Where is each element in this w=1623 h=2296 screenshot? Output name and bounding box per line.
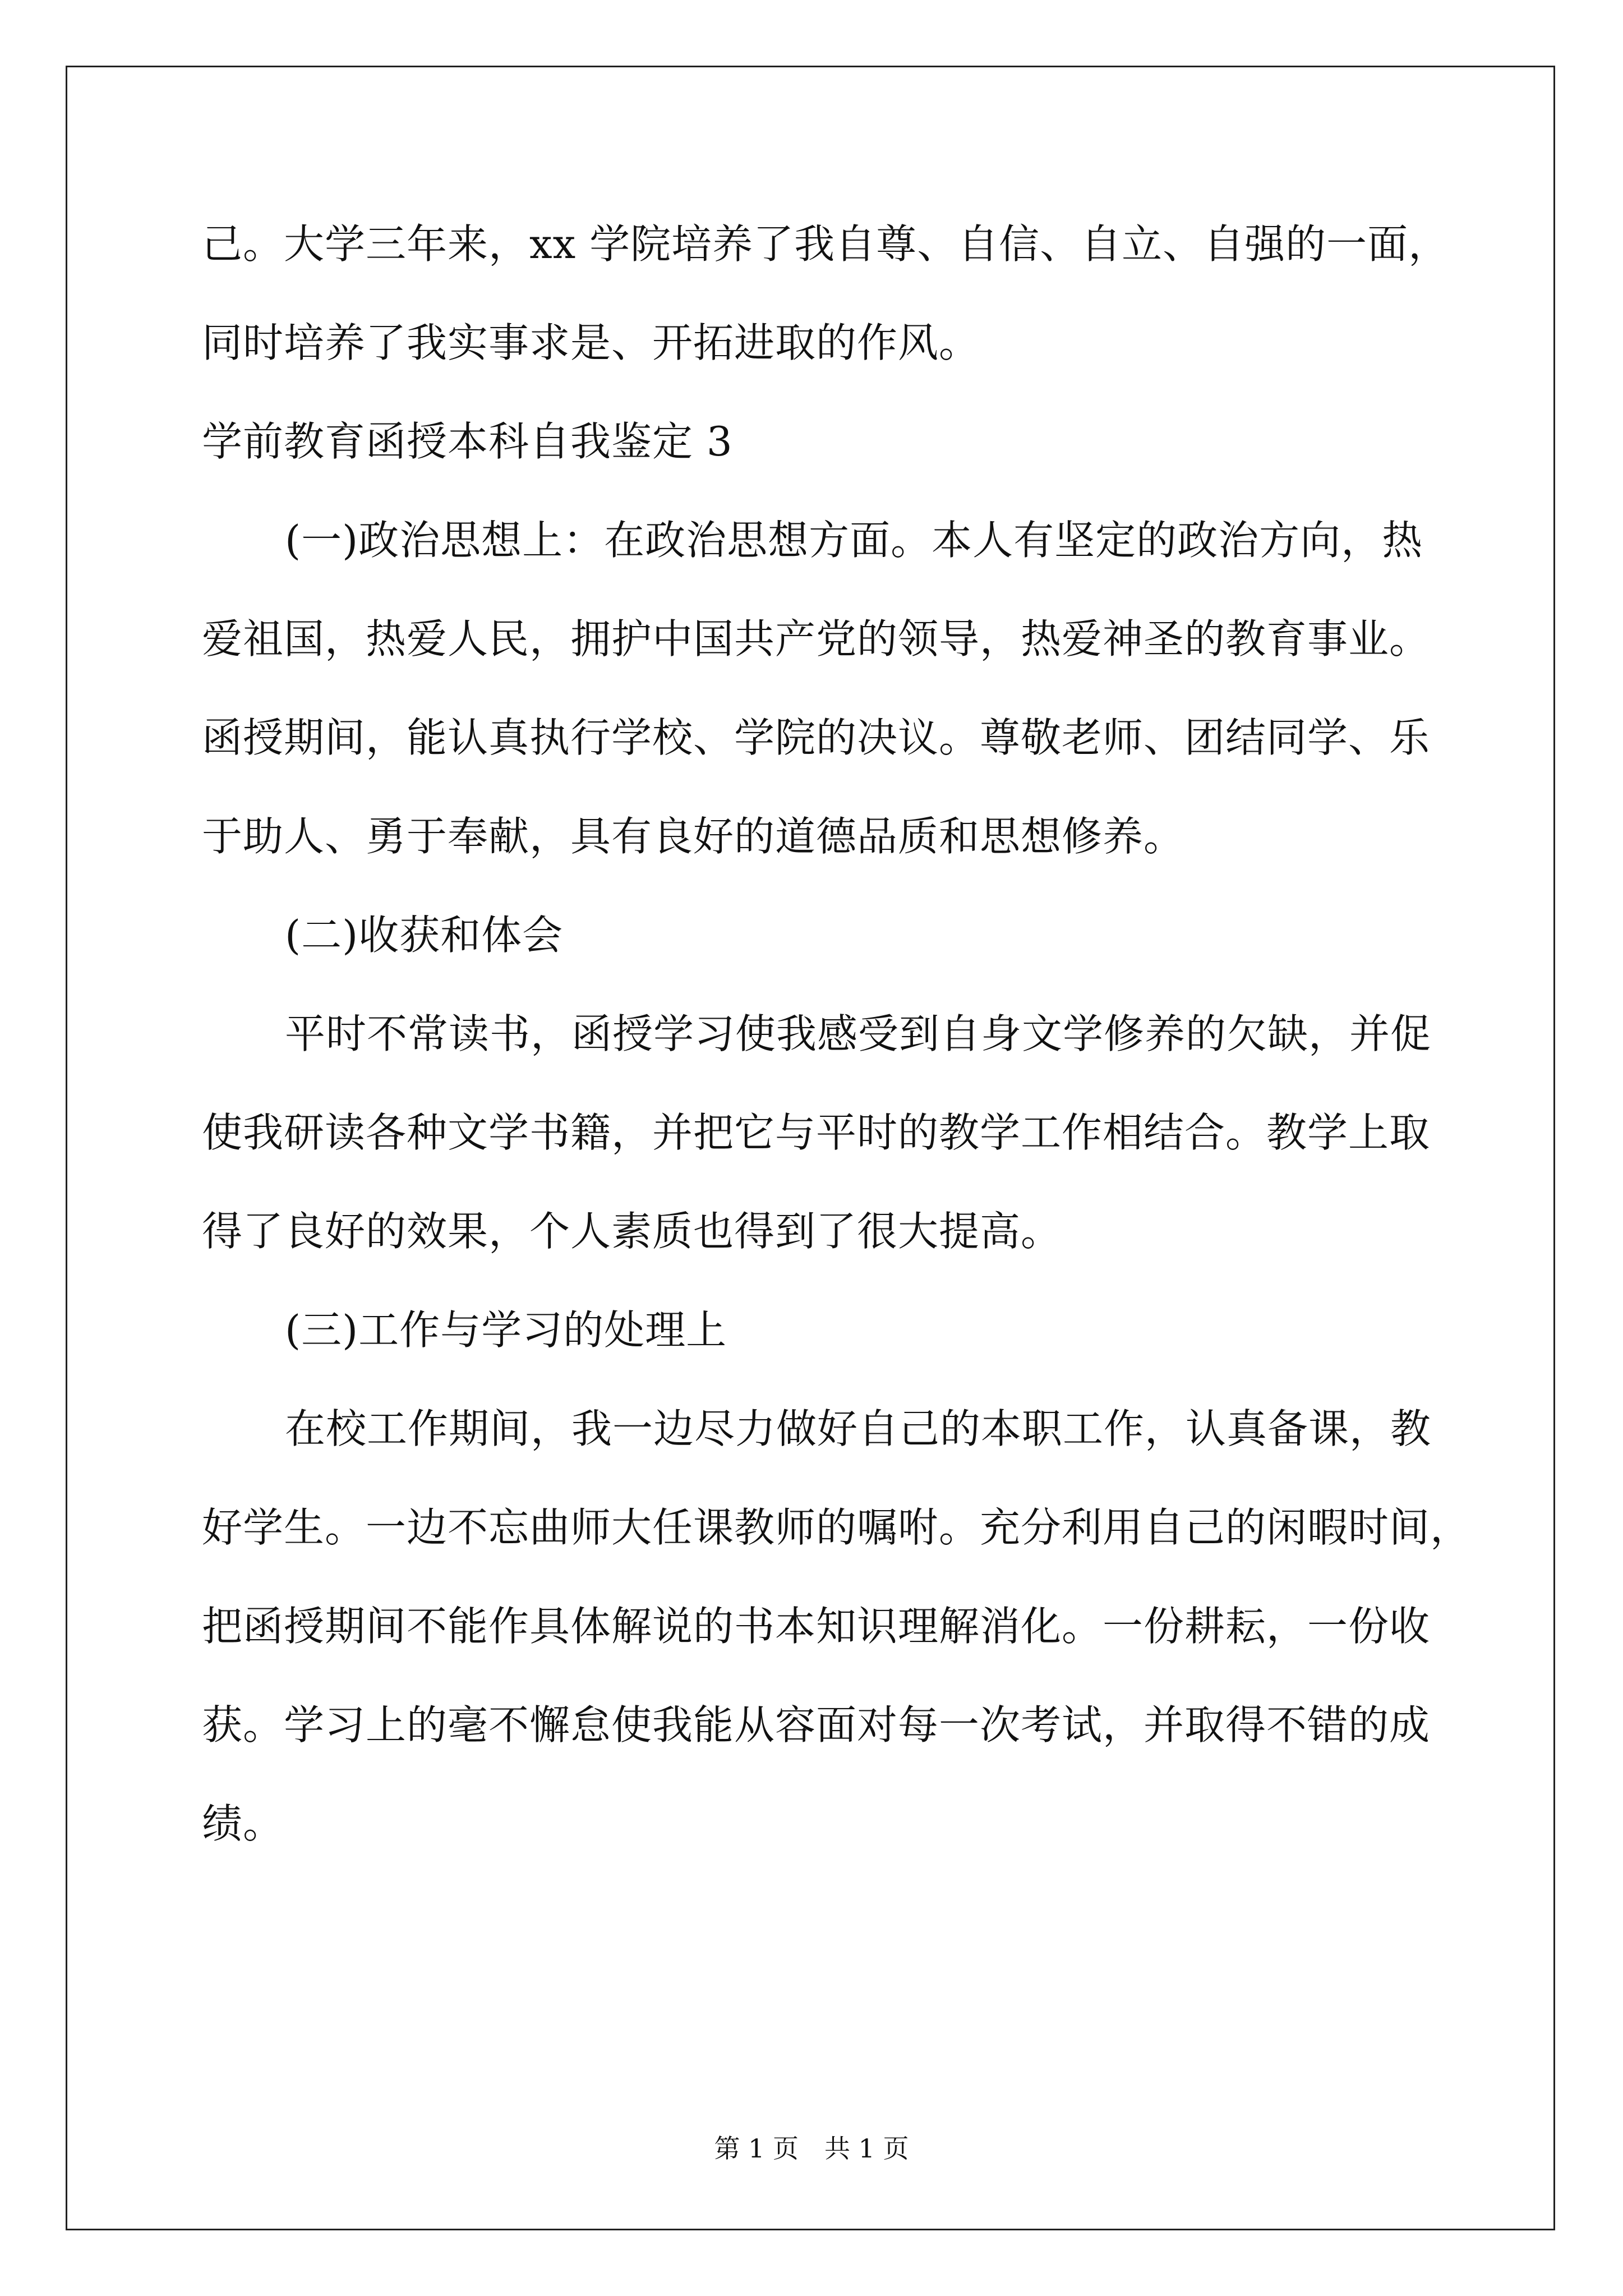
body-line: 爱祖国，热爱人民，拥护中国共产党的领导，热爱神圣的教育事业。 [202, 615, 1431, 662]
subsection-heading: (一)政治思想上：在政治思想方面。本人有坚定的政治方向，热 [285, 517, 1423, 564]
body-line: 使我研读各种文学书籍，并把它与平时的教学工作相结合。教学上取 [202, 1109, 1431, 1156]
body-line: 绩。 [202, 1800, 284, 1847]
body-line: 同时培养了我实事求是、开拓进取的作风。 [202, 319, 980, 366]
body-line: 于助人、勇于奉献，具有良好的道德品质和思想修养。 [202, 813, 1185, 860]
body-line: 己。大学三年来，xx 学院培养了我自尊、自信、自立、自强的一面， [202, 220, 1450, 268]
subsection-heading: (三)工作与学习的处理上 [285, 1306, 727, 1354]
body-line: 在校工作期间，我一边尽力做好自己的本职工作，认真备课，教 [285, 1405, 1432, 1452]
body-line: 函授期间，能认真执行学校、学院的决议。尊敬老师、团结同学、乐 [202, 714, 1431, 761]
body-line: 得了良好的效果，个人素质也得到了很大提高。 [202, 1208, 1062, 1255]
subsection-heading: (二)收获和体会 [285, 912, 564, 959]
body-line: 好学生。一边不忘曲师大任课教师的嘱咐。充分利用自己的闲暇时间， [202, 1504, 1472, 1551]
body-line: 把函授期间不能作具体解说的书本知识理解消化。一份耕耘，一份收 [202, 1603, 1431, 1650]
section-title: 学前教育函授本科自我鉴定 3 [202, 418, 733, 465]
body-line: 平时不常读书，函授学习使我感受到自身文学修养的欠缺，并促 [285, 1010, 1432, 1057]
body-line: 获。学习上的毫不懈怠使我能从容面对每一次考试，并取得不错的成 [202, 1701, 1431, 1749]
page-footer: 第 1 页 共 1 页 [714, 2133, 909, 2164]
